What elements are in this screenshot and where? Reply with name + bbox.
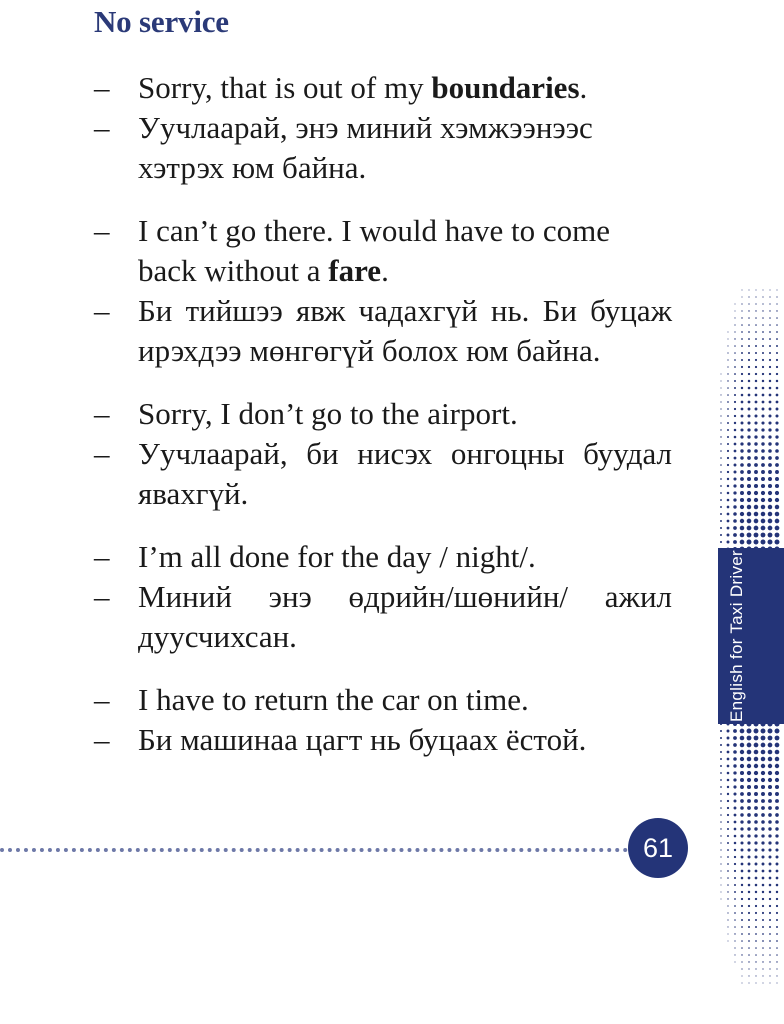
sidebar-label — [718, 548, 756, 724]
english-phrase: – I have to return the car on time. — [94, 680, 672, 720]
phrase-group — [94, 394, 672, 514]
dash-marker: – — [94, 682, 110, 717]
phrase-group — [94, 68, 672, 188]
page-title: No service — [94, 4, 229, 39]
page-number: 61 — [628, 818, 688, 878]
mongolian-translation: – Уучлаарай, би нисэх онгоцны буудал явахгүй. — [94, 436, 672, 511]
dash-marker: – — [94, 722, 110, 757]
dash-marker: – — [94, 396, 110, 431]
footer-dotted-line — [0, 848, 628, 852]
mongolian-translation: – Миний энэ өдрийн/шөнийн/ ажил дуусчихсан. — [94, 579, 672, 654]
dash-marker: – — [94, 70, 110, 105]
mongolian-translation: – Уучлаарай, энэ миний хэмжээнээс хэтрэх юм байна. — [94, 110, 593, 185]
mongolian-translation: – Би тийшээ явж чадахгүй нь. Би буцаж ирэхдээ мөнгөгүй болох юм байна. — [94, 293, 672, 368]
phrase-group — [94, 537, 672, 657]
dash-marker: – — [94, 436, 110, 471]
keyword: fare — [328, 253, 382, 288]
english-phrase: – Sorry, that is out of my boundaries. — [94, 68, 672, 108]
dash-marker: – — [94, 213, 110, 248]
dash-marker: – — [94, 293, 110, 328]
english-phrase: – I can’t go there. I would have to come back without a fare. — [94, 213, 611, 288]
mongolian-translation: – Би машинаа цагт нь буцаах ёстой. — [94, 720, 672, 760]
english-phrase: – Sorry, I don’t go to the airport. — [94, 394, 672, 434]
book-title-vertical: English for Taxi Driver — [727, 550, 747, 722]
phrase-group — [94, 680, 672, 760]
keyword: boundaries — [431, 70, 580, 105]
dash-marker: – — [94, 539, 110, 574]
phrase-group — [94, 211, 672, 371]
phrase-list — [94, 68, 672, 783]
dash-marker: – — [94, 579, 110, 614]
english-phrase: – I’m all done for the day / night/. — [94, 537, 672, 577]
dash-marker: – — [94, 110, 110, 145]
